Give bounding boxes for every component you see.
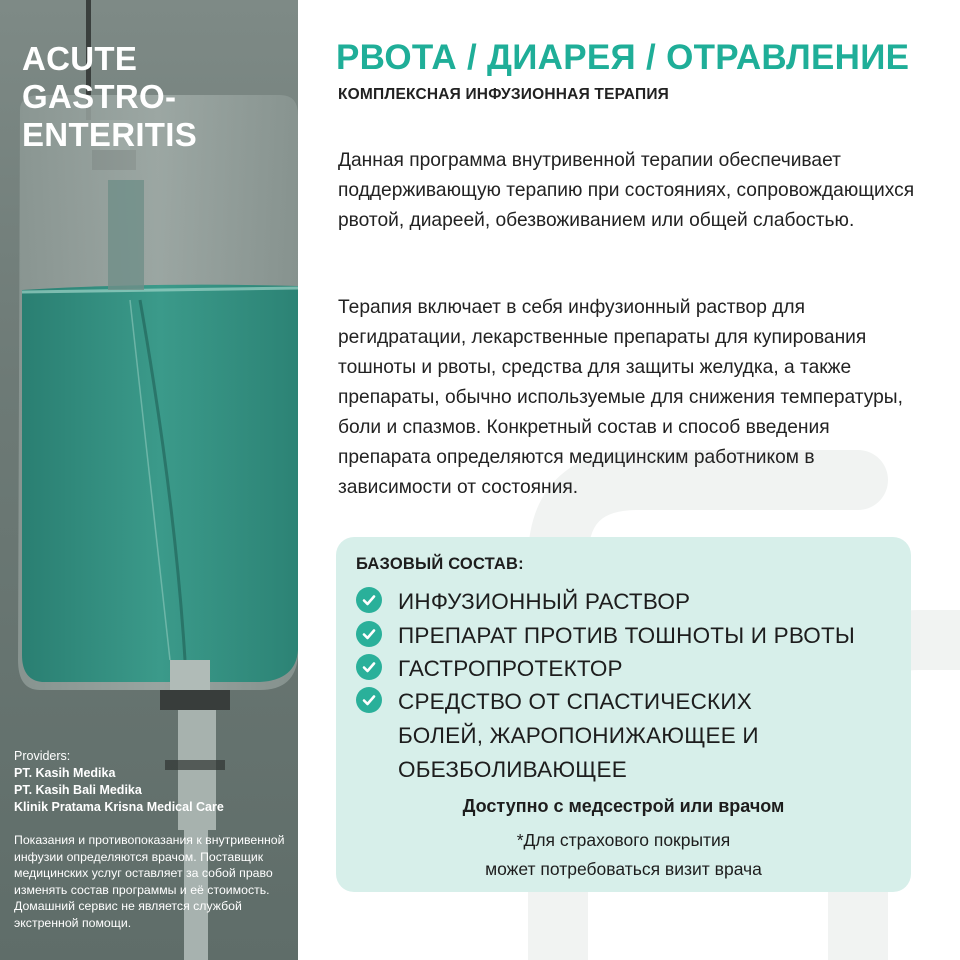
description-paragraph: Терапия включает в себя инфузионный раствор для регидратации, лекарственные препараты для купирования тошноты и рвоты, средства для защиты желудка, а также препараты, обычно используемые для снижения температуры, боли и спазмов. Конкретный состав и способ введения препарата определяются медицинским работником в зависимости от состояния. bbox=[338, 297, 903, 498]
composition-card bbox=[336, 537, 911, 892]
insurance-note-line: *Для страхового покрытия bbox=[516, 830, 731, 850]
insurance-note bbox=[336, 826, 911, 884]
left-title: ACUTE GASTRO- ENTERITIS bbox=[22, 40, 198, 153]
composition-item bbox=[356, 585, 878, 619]
composition-item-label: СРЕДСТВО ОТ СПАСТИЧЕСКИХ БОЛЕЙ, ЖАРОПОНИЖАЮЩЕЕ И ОБЕЗБОЛИВАЮЩЕЕ bbox=[398, 689, 759, 782]
description-paragraph: Данная программа внутривенной терапии обеспечивает поддерживающую терапию при состояниях, сопровождающихся рвотой, диареей, обезвоживанием или общей слабостью. bbox=[338, 150, 915, 231]
provider-name: PT. Kasih Medika bbox=[14, 766, 116, 780]
composition-item bbox=[356, 685, 838, 787]
provider-name: Klinik Pratama Krisna Medical Care bbox=[14, 800, 224, 814]
page-subtitle: КОМПЛЕКСНАЯ ИНФУЗИОННАЯ ТЕРАПИЯ bbox=[338, 86, 670, 103]
providers-block bbox=[14, 748, 290, 816]
check-icon bbox=[356, 587, 382, 613]
providers-label: Providers: bbox=[14, 749, 71, 763]
composition-item-label: ИНФУЗИОННЫЙ РАСТВОР bbox=[398, 589, 691, 614]
composition-item bbox=[356, 652, 878, 686]
composition-heading: БАЗОВЫЙ СОСТАВ: bbox=[356, 555, 524, 573]
check-icon bbox=[356, 687, 382, 713]
insurance-note-line: может потребоваться визит врача bbox=[485, 859, 762, 879]
check-icon bbox=[356, 621, 382, 647]
iv-bag-photo-panel bbox=[0, 0, 298, 960]
disclaimer-text: Показания и противопоказания к внутривенной инфузии определяются врачом. Поставщик медицинских услуг оставляет за собой право изменять состав программы и её стоимость. Домашний сервис не является службой экстренной помощи. bbox=[14, 833, 285, 930]
composition-item bbox=[356, 619, 878, 653]
availability-text: Доступно с медсестрой или врачом bbox=[462, 796, 785, 816]
check-icon bbox=[356, 654, 382, 680]
composition-item-label: ПРЕПАРАТ ПРОТИВ ТОШНОТЫ И РВОТЫ bbox=[398, 623, 856, 648]
composition-item-label: ГАСТРОПРОТЕКТОР bbox=[398, 656, 623, 681]
provider-name: PT. Kasih Bali Medika bbox=[14, 783, 142, 797]
page-title: РВОТА / ДИАРЕЯ / ОТРАВЛЕНИЕ bbox=[336, 38, 910, 77]
